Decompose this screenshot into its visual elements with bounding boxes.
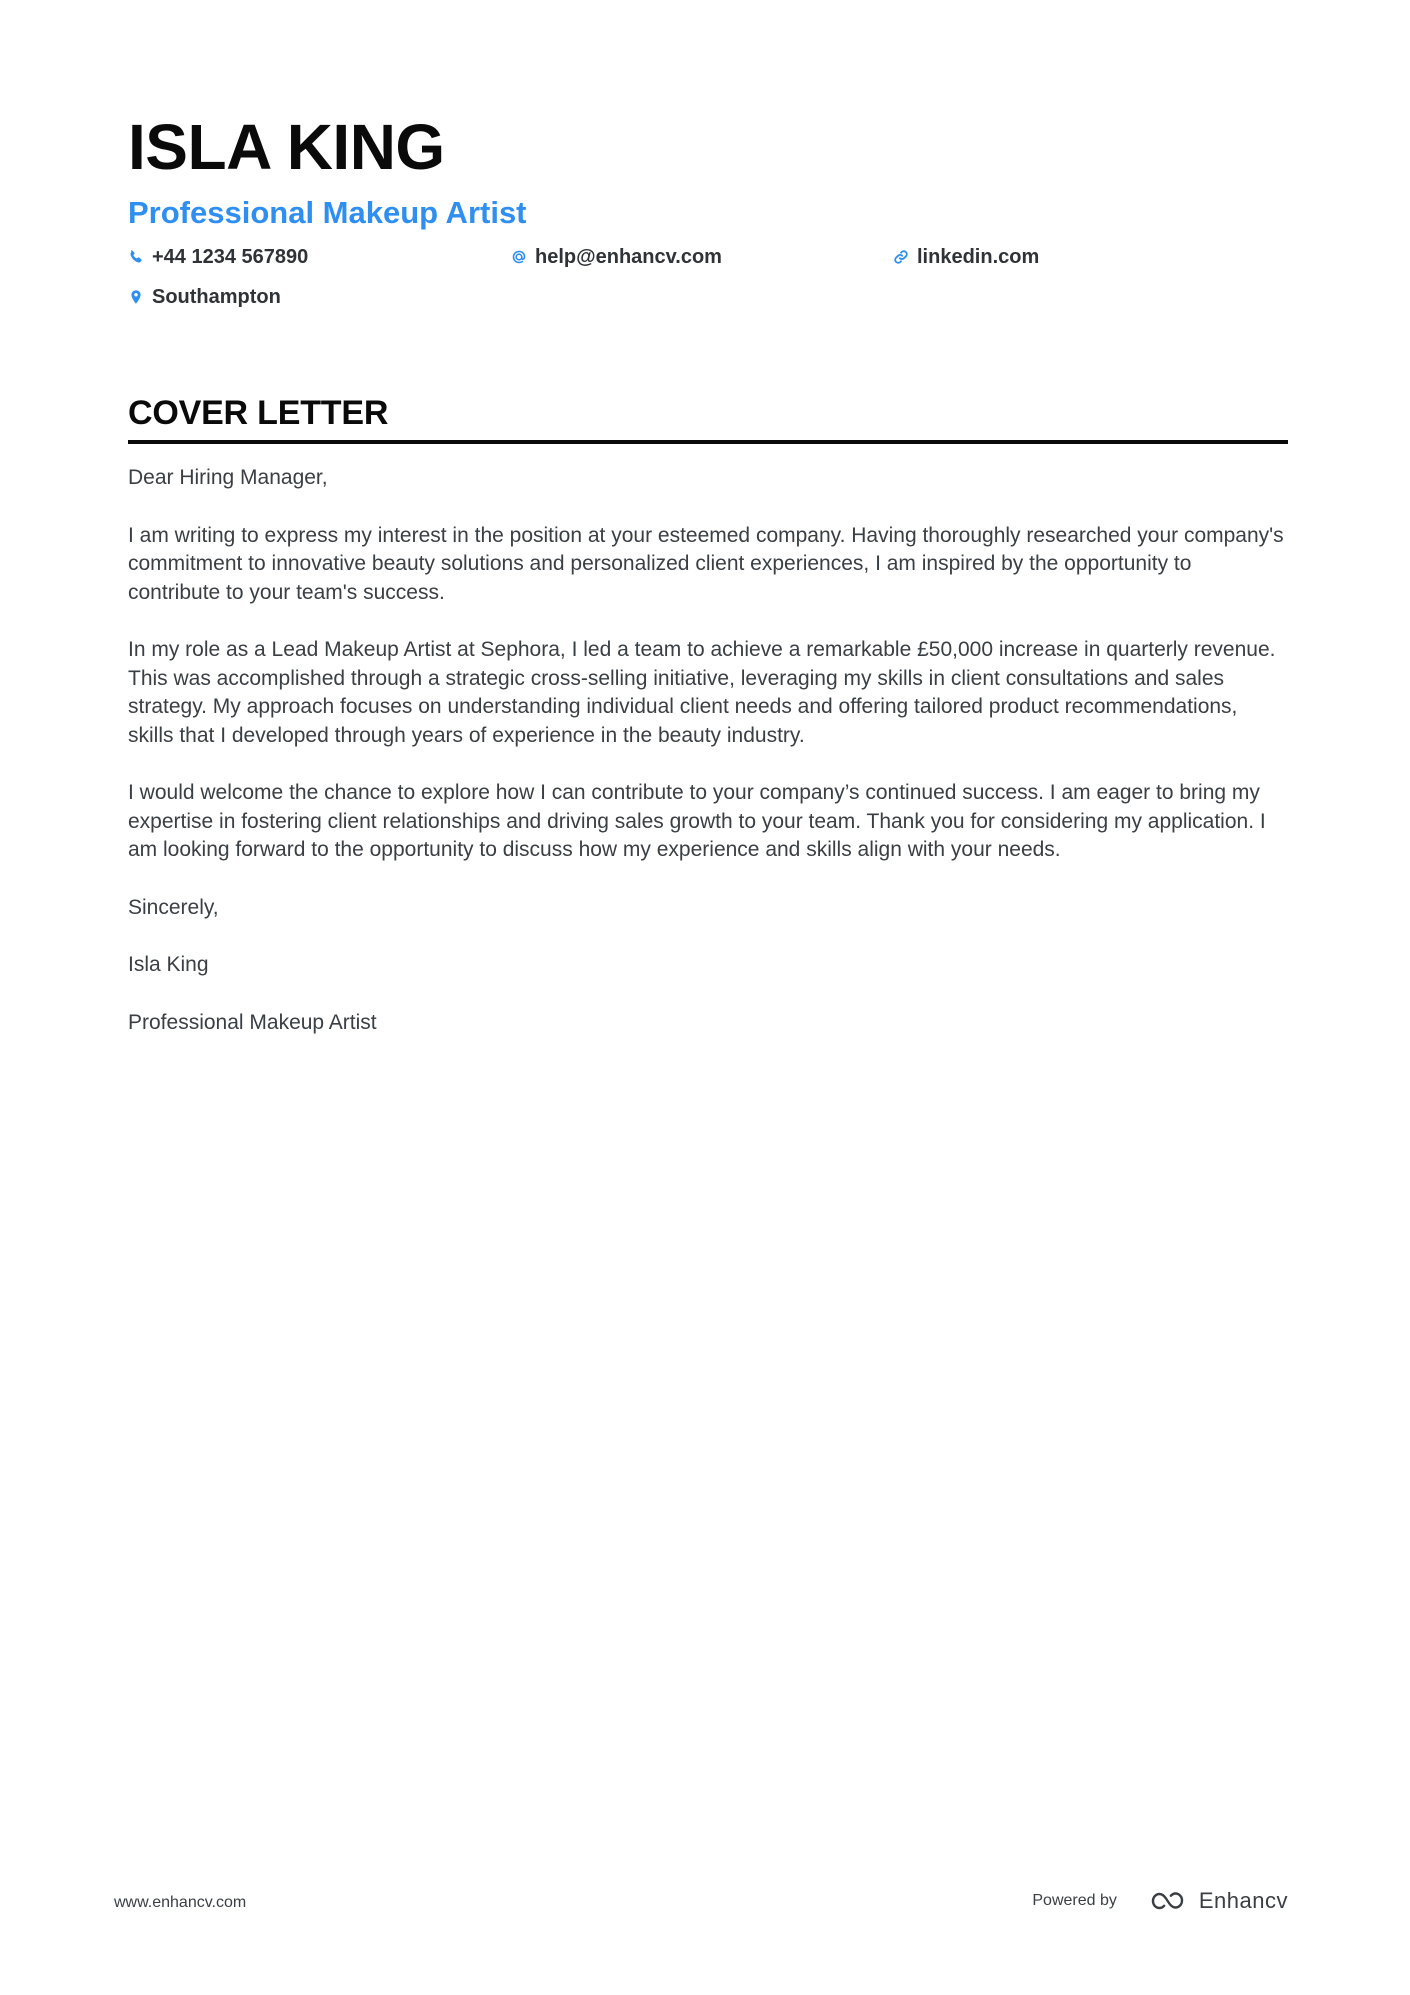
email-text: help@enhancv.com (535, 246, 722, 268)
candidate-name: ISLA KING (128, 111, 445, 183)
powered-by-text: Powered by (1032, 1892, 1117, 1909)
signature-title: Professional Makeup Artist (128, 1010, 377, 1034)
contact-linkedin[interactable] (893, 244, 1039, 270)
footer-branding (1032, 1886, 1288, 1916)
enhancv-logo-icon (1143, 1889, 1189, 1913)
location-text: Southampton (152, 286, 281, 308)
contact-list (128, 244, 1288, 324)
letter-paragraph-3: I would welcome the chance to explore how I can contribute to your company’s continued success. I am eager to bring my expertise in fostering client relationships and driving sales growth to your team. Thank you for considering my application. I am looking forward to the opportunity to discuss how my experience and skills align with your needs. (128, 781, 1266, 861)
letter-greeting: Dear Hiring Manager, (128, 466, 328, 489)
enhancv-brand[interactable] (1143, 1888, 1288, 1914)
at-icon (511, 249, 527, 265)
letter-paragraph-2: In my role as a Lead Makeup Artist at Sephora, I led a team to achieve a remarkable £50,000 increase in quarterly revenue. This was accomplished through a strategic cross-selling initiative, leveraging my skills in client consultations and sales strategy. My approach focuses on understanding individual client needs and offering tailored product recommendations, skills that I developed through years of experience in the beauty industry. (128, 638, 1276, 747)
signature-name: Isla King (128, 953, 209, 976)
candidate-role: Professional Makeup Artist (128, 195, 527, 230)
contact-email[interactable] (511, 244, 722, 270)
map-pin-icon (128, 289, 144, 305)
phone-icon (128, 249, 144, 265)
phone-text: +44 1234 567890 (152, 246, 309, 268)
cover-letter-section (128, 392, 1288, 1066)
footer-website[interactable]: www.enhancv.com (114, 1894, 247, 1911)
section-title: COVER LETTER (128, 394, 389, 432)
linkedin-text: linkedin.com (917, 246, 1040, 268)
letter-paragraph-1: I am writing to express my interest in the position at your esteemed company. Having thoroughly researched your company's commitment to innovative beauty solutions and personalized client experiences, I am inspired by the opportunity to contribute to your team's success. (128, 523, 1284, 604)
contact-phone[interactable] (128, 244, 308, 270)
letter-closing: Sincerely, (128, 895, 219, 919)
section-divider (128, 440, 1288, 444)
brand-name: Enhancv (1198, 1888, 1288, 1913)
letter-body (128, 464, 1288, 1037)
contact-location (128, 284, 281, 310)
header (128, 110, 1288, 324)
link-icon (893, 249, 909, 265)
